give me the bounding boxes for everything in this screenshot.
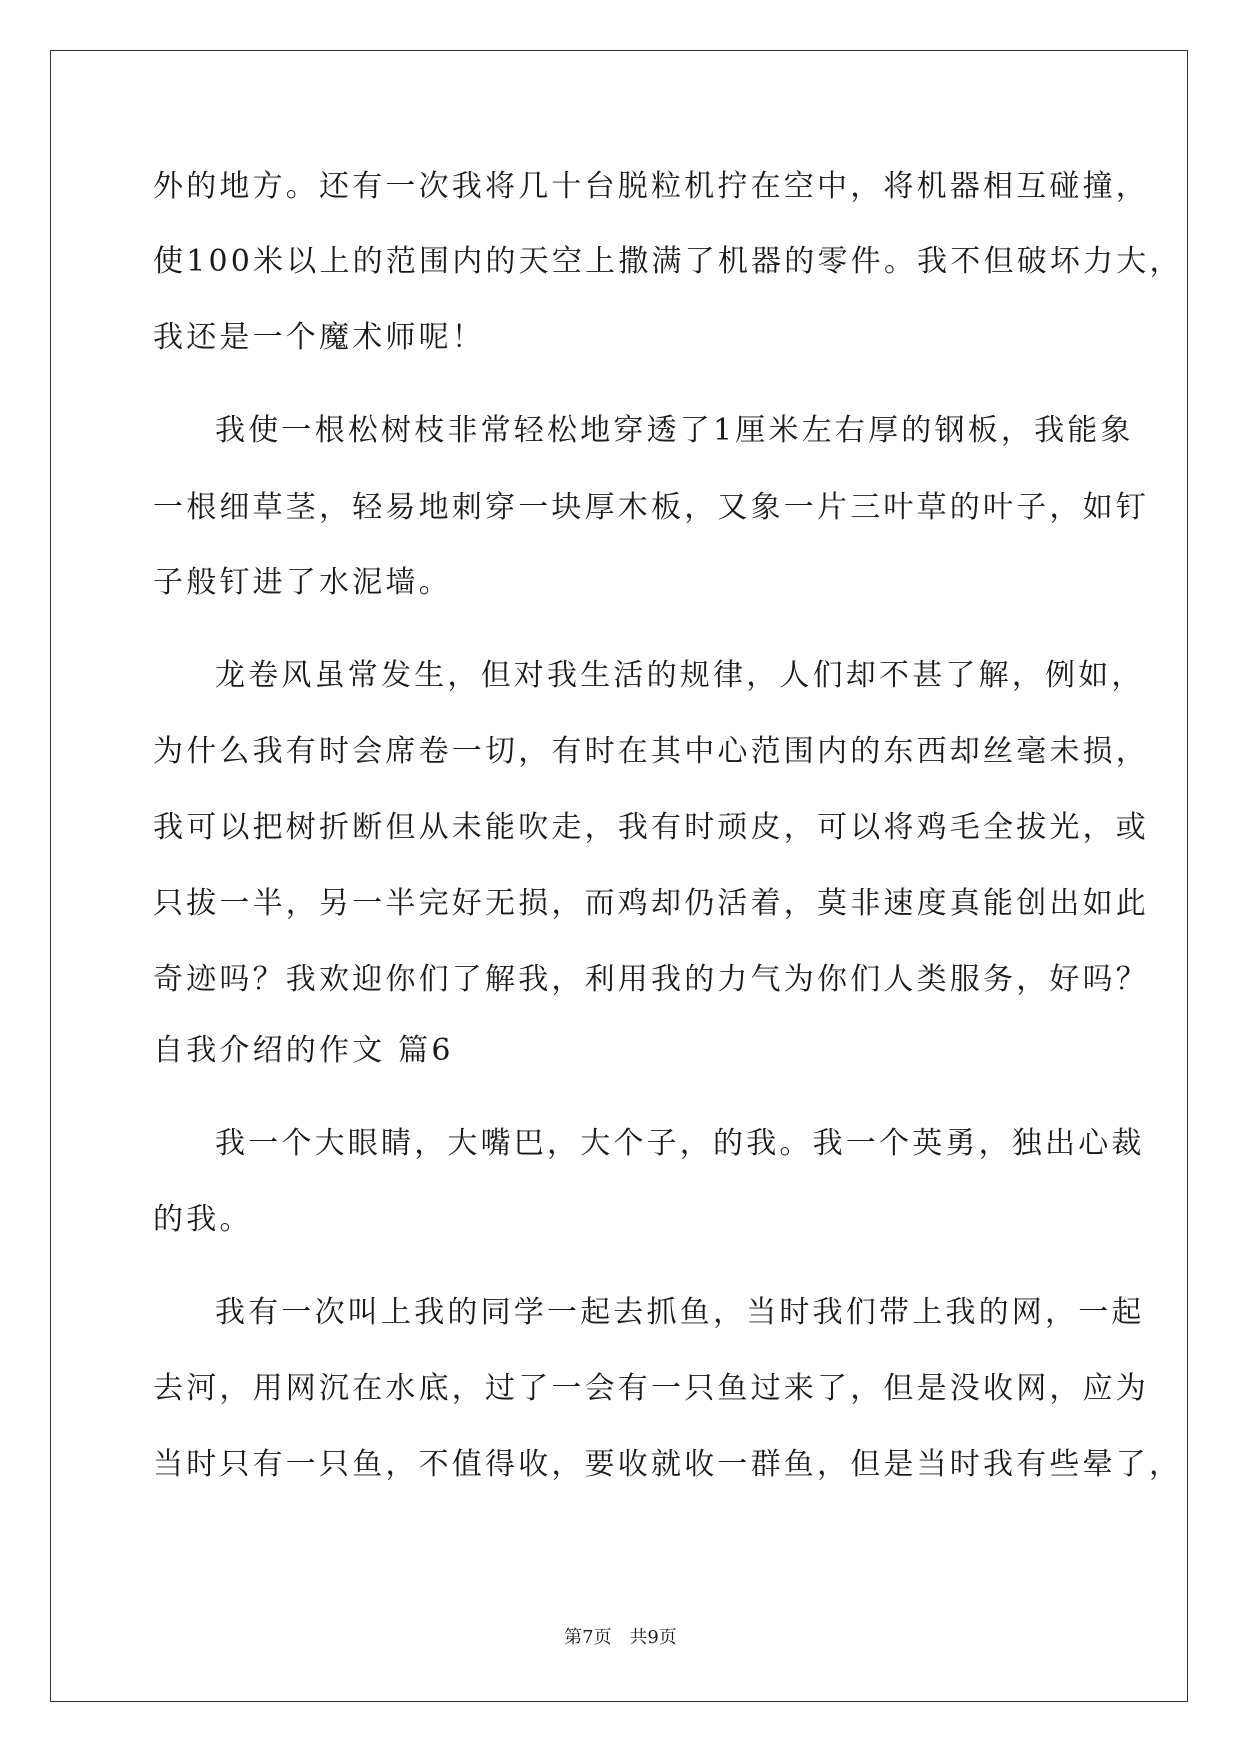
text-line: 我可以把树折断但从未能吹走，我有时顽皮，可以将鸡毛全拔光，或 bbox=[153, 810, 1149, 845]
text-line: 的我。 bbox=[153, 1202, 253, 1237]
text-line: 使100米以上的范围内的天空上撒满了机器的零件。我不但破坏力大， bbox=[153, 244, 1183, 279]
text-line: 一根细草茎，轻易地刺穿一块厚木板，又象一片三叶草的叶子，如钉 bbox=[153, 490, 1149, 525]
text-line: 只拔一半，另一半完好无损，而鸡却仍活着，莫非速度真能创出如此 bbox=[153, 886, 1149, 921]
text-line: 当时只有一只鱼，不值得收，要收就收一群鱼，但是当时我有些晕了， bbox=[153, 1447, 1183, 1482]
text-line: 子般钉进了水泥墙。 bbox=[153, 565, 452, 600]
paragraph-start-line: 我一个大眼睛，大嘴巴，大个子，的我。我一个英勇，独出心裁 bbox=[215, 1126, 1145, 1161]
page-current-label: 第7页 bbox=[564, 1627, 612, 1648]
section-heading: 自我介绍的作文 篇6 bbox=[153, 1033, 454, 1068]
text-line: 为什么我有时会席卷一切，有时在其中心范围内的东西却丝毫未损， bbox=[153, 734, 1149, 769]
text-line: 奇迹吗？我欢迎你们了解我，利用我的力气为你们人类服务，好吗？ bbox=[153, 962, 1149, 997]
paragraph-start-line: 我使一根松树枝非常轻松地穿透了1厘米左右厚的钢板，我能象 bbox=[215, 413, 1134, 448]
paragraph-start-line: 我有一次叫上我的同学一起去抓鱼，当时我们带上我的网，一起 bbox=[215, 1295, 1145, 1330]
text-line: 我还是一个魔术师呢！ bbox=[153, 320, 485, 355]
page-footer bbox=[0, 1626, 1241, 1650]
text-line: 去河，用网沉在水底，过了一会有一只鱼过来了，但是没收网，应为 bbox=[153, 1371, 1149, 1406]
text-line: 外的地方。还有一次我将几十台脱粒机拧在空中，将机器相互碰撞， bbox=[153, 169, 1149, 204]
paragraph-start-line: 龙卷风虽常发生，但对我生活的规律，人们却不甚了解，例如， bbox=[215, 658, 1145, 693]
page-total-label: 共9页 bbox=[629, 1627, 677, 1648]
